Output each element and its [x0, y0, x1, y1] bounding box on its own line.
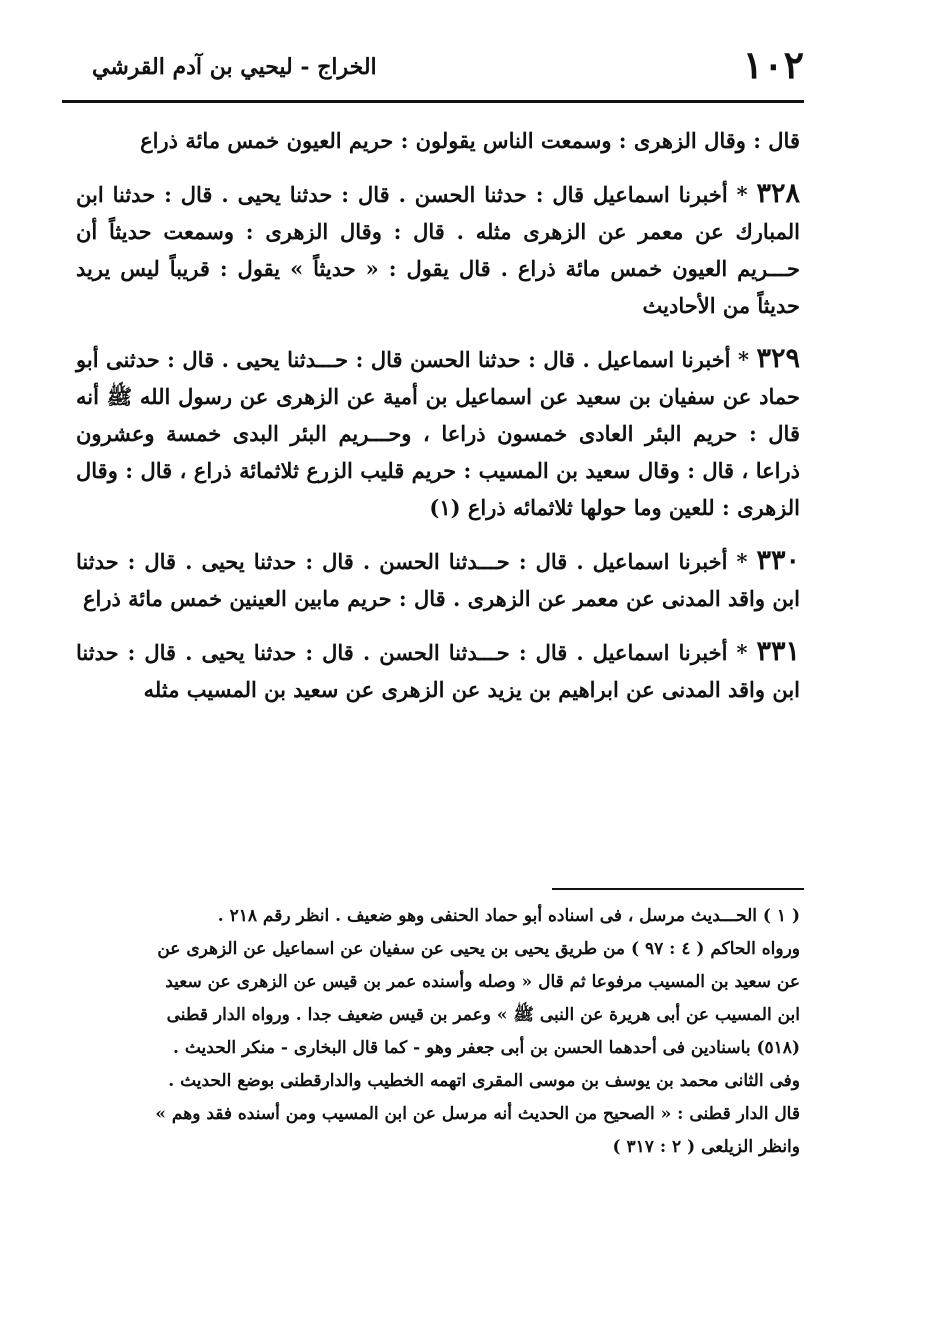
page-number: ١٠٢	[742, 42, 804, 87]
footnote-line: (٥١٨) باسنادين فى أحدهما الحسن بن أبى جعفر وهو - كما قال البخارى - منكر الحديث .	[173, 1038, 800, 1058]
footnote-line: ابن المسيب عن أبى هريرة عن النبى ﷺ » وعمر بن قيس ضعيف جدا . ورواه الدار قطنى	[166, 1005, 800, 1025]
page-header	[62, 40, 804, 90]
hadith-number: ٣٢٨	[756, 178, 800, 209]
hadith-328	[76, 175, 800, 324]
hadith-text: * أخبرنا اسماعيل . قال : حدثنا الحسن قال : حـــدثنا يحيى . قال : حدثنى أبو حماد عن سفيان بن سعيد عن اسماعيل بن أمية عن الزهرى عن رسول الله ﷺ أنه قال : حريم البئر العادى خمسون ذراعا ، وحـــريم البئر البدى خمسة وعشرون ذراعا ، قال : وقال سعيد بن المسيب : حريم قليب الزرع ثلاثمائة ذراع ، قال : وقال الزهرى : للعين وما حولها ثلاثمائه ذراع (١)	[76, 347, 800, 520]
hadith-number: ٣٣٠	[756, 545, 801, 576]
footnote-line: وانظر الزيلعى ( ٢ : ٣١٧ )	[612, 1137, 800, 1157]
paragraph	[76, 122, 800, 159]
header-rule	[62, 100, 804, 103]
hadith-331	[76, 633, 800, 708]
hadith-number: ٣٢٩	[756, 343, 800, 374]
hadith-text: * أخبرنا اسماعيل . قال : حـــدثنا الحسن . قال : حدثنا يحيى . قال : حدثنا ابن واقد المدنى عن معمر عن الزهرى . قال : حريم مابين العينين خمس مائة ذراع	[76, 549, 800, 611]
hadith-330	[76, 542, 800, 617]
footnotes	[82, 900, 800, 1164]
hadith-text: * أخبرنا اسماعيل . قال : حـــدثنا الحسن . قال : حدثنا يحيى . قال : حدثنا ابن واقد المدنى عن ابراهيم بن يزيد عن الزهرى عن سعيد بن المسيب مثله	[76, 640, 800, 702]
footnote-line: عن سعيد بن المسيب مرفوعا ثم قال « وصله وأسنده عمر بن قيس عن الزهرى عن سعيد	[165, 972, 800, 992]
hadith-329	[76, 340, 800, 526]
footnote-line: قال الدار قطنى : « الصحيح من الحديث أنه مرسل عن ابن المسيب ومن أسنده فقد وهم »	[155, 1104, 800, 1124]
footnote-line: ورواه الحاكم ( ٤ : ٩٧ ) من طريق يحيى بن يحيى عن سفيان عن اسماعيل عن الزهرى عن	[157, 939, 800, 959]
footnote-line: ( ١ ) الحـــديث مرسل ، فى اسناده أبو حماد الحنفى وهو ضعيف . انظر رقم ٢١٨ .	[217, 906, 800, 926]
main-text	[76, 122, 800, 708]
running-title: الخراج - ليحيي بن آدم القرشي	[92, 54, 377, 80]
footnote-line: وفى الثانى محمد بن يوسف بن موسى المقرى اتهمه الخطيب والدارقطنى بوضع الحديث .	[168, 1071, 800, 1091]
hadith-text: * أخبرنا اسماعيل قال : حدثنا الحسن . قال : حدثنا يحيى . قال : حدثنا ابن المبارك عن معمر عن الزهرى مثله . قال : وقال الزهرى : وسمعت حديثاً أن حـــريم العيون خمس مائة ذراع . قال يقول : « حديثاً » يقول : قريباً ليس يريد حديثاً من الأحاديث	[76, 182, 801, 318]
hadith-number: ٣٣١	[756, 636, 801, 667]
paragraph-text: قال : وقال الزهرى : وسمعت الناس يقولون : حريم العيون خمس مائة ذراع	[140, 128, 800, 153]
footnote-rule	[552, 888, 804, 890]
